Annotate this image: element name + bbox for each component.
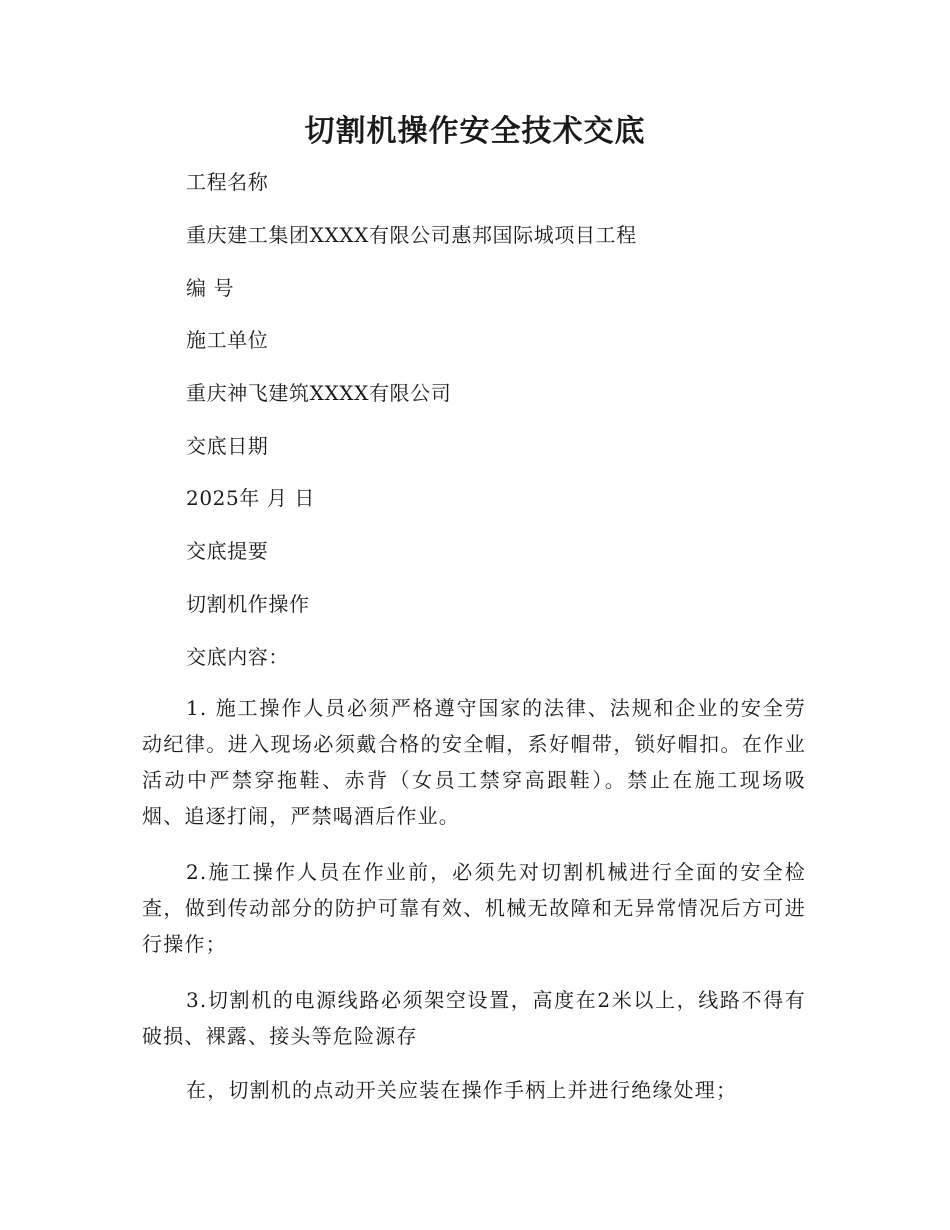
content-paragraph-1: 1. 施工操作人员必须严格遵守国家的法律、法规和企业的安全劳动纪律。进入现场必须戴合格的安全帽，系好帽带，锁好帽扣。在作业活动中严禁穿拖鞋、赤背（女员工禁穿高跟鞋）。禁止在施工现场吸烟、追逐打闹，严禁喝酒后作业。: [142, 696, 806, 828]
number-label: 编 号: [186, 276, 235, 300]
content-paragraph-4: 在，切割机的点动开关应装在操作手柄上并进行绝缘处理；: [186, 1078, 738, 1102]
content-paragraph-2: 2.施工操作人员在作业前，必须先对切割机械进行全面的安全检查，做到传动部分的防护可靠有效、机械无故障和无异常情况后方可进行操作；: [142, 860, 806, 956]
unit-label: 施工单位: [186, 328, 269, 352]
document-title: 切割机操作安全技术交底: [304, 114, 646, 149]
summary-value: 切割机作操作: [186, 592, 310, 616]
content-paragraph-3: 3.切割机的电源线路必须架空设置，高度在2米以上，线路不得有破损、裸露、接头等危险源存: [142, 988, 806, 1048]
summary-label: 交底提要: [186, 539, 269, 563]
project-name-label: 工程名称: [186, 170, 269, 194]
unit-value: 重庆神飞建筑XXXX有限公司: [186, 381, 452, 405]
project-name-value: 重庆建工集团XXXX有限公司惠邦国际城项目工程: [186, 223, 637, 247]
date-label: 交底日期: [186, 434, 269, 458]
date-value: 2025年 月 日: [186, 486, 316, 510]
content-label: 交底内容：: [186, 645, 289, 669]
